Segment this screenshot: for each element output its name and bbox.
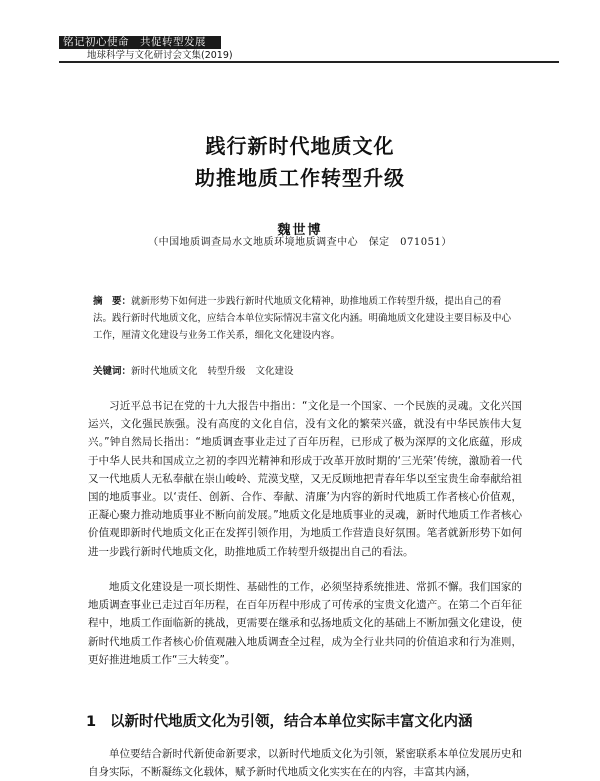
title-line-1: 践行新时代地质文化 [205, 134, 395, 158]
header-tag: 铭记初心使命 共促转型发展 [59, 36, 221, 49]
body-paragraph-1: 习近平总书记在党的十九大报告中指出：“文化是一个国家、一个民族的灵魂。文化兴国运兴，文化强民族强。没有高度的文化自信，没有文化的繁荣兴盛，就没有中华民族伟大复兴。”钟自然局长指出：“地质调查事业走过了百年历程，已形成了极为深厚的文化底蕴，形成于中华人民共和国成立之初的李四光精神和形成于改革开放时期的‘三光荣’传统，激励着一代又一代地质人无私奉献在崇山峻岭、荒漠戈壁，又无反顾地把青春年华以至宝贵生命奉献给祖国的地质事业。以‘责任、创新、合作、奉献、清廉’为内容的新时代地质工作者核心价值观，正凝心聚力推动地质事业不断向前发展。”地质文化是地质事业的灵魂，新时代地质工作者核心价值观即新时代地质文化正在发挥引领作用，为地质工作营造良好氛围。笔者就新形势下如何进一步践行新时代地质文化，助推地质工作转型升级提出自己的看法。 [88, 400, 522, 558]
keyword: 转型升级 [207, 366, 246, 377]
body-paragraph-3: 单位要结合新时代新使命新要求，以新时代地质文化为引领，紧密联系本单位发展历史和自身实际，不断凝练文化载体，赋予新时代地质文化实实在在的内容，丰富其内涵， [88, 748, 522, 779]
abstract [93, 293, 513, 344]
keyword: 文化建设 [255, 366, 294, 377]
body-paragraph-2: 地质文化建设是一项长期性、基础性的工作，必须坚持系统推进、常抓不懈。我们国家的地质调查事业已走过百年历程，在百年历程中形成了可传承的宝贵文化遗产。在第二个百年征程中，地质工作面临新的挑战，更需要在继承和弘扬地质文化的基础上不断加强文化建设，使新时代地质工作者核心价值观融入地质调查全过程，成为全行业共同的价值追求和行为准则，更好推进地质工作“三大转变”。 [88, 581, 522, 666]
keyword: 新时代地质文化 [131, 366, 198, 377]
running-header [59, 36, 559, 62]
article-title [0, 130, 600, 194]
section-number: 1 [86, 714, 97, 730]
author-affiliation: （中国地质调查局水文地质环境地质调查中心 保定 071051） [148, 237, 452, 248]
abstract-text: 就新形势下如何进一步践行新时代地质文化精神，助推地质工作转型升级，提出自己的看法。践行新时代地质文化，应结合本单位实际情况丰富文化内涵。明确地质文化建设主要目标及中心工作，厘清文化建设与业务工作关系，细化文化建设内容。 [93, 296, 512, 341]
header-rule [59, 61, 559, 63]
abstract-label: 摘 要： [93, 296, 132, 307]
section-heading-1 [86, 712, 526, 732]
section-title: 以新时代地质文化为引领，结合本单位实际丰富文化内涵 [110, 714, 473, 730]
header-subtitle: 地球科学与文化研讨会文集(2019) [87, 50, 233, 61]
keywords-label: 关键词： [93, 366, 132, 377]
author-name: 魏世博 [277, 223, 323, 238]
keywords [93, 363, 513, 380]
title-line-2: 助推地质工作转型升级 [195, 166, 405, 190]
